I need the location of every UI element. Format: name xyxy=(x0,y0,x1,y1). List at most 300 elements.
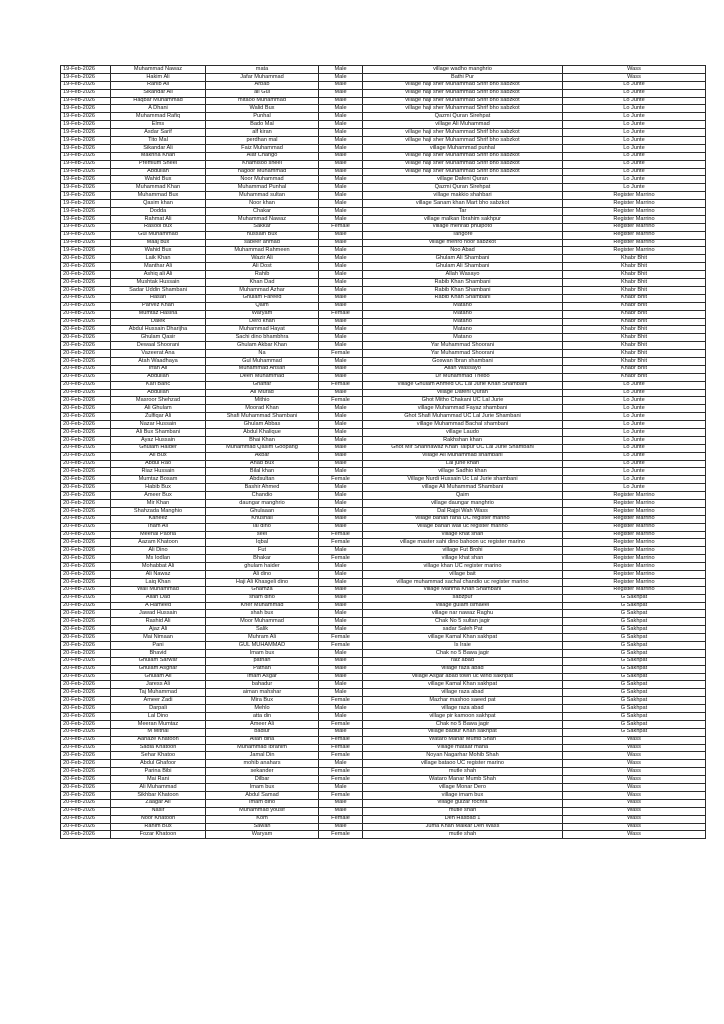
father-name-cell: Chandio xyxy=(206,492,319,500)
district-cell: G Sakhpat xyxy=(563,665,706,673)
name-cell: Jawad Hussain xyxy=(111,610,206,618)
district-cell: Wass xyxy=(563,752,706,760)
address-cell: Matano xyxy=(363,318,563,326)
address-cell: Qazmi Quran Sirehpat xyxy=(363,184,563,192)
name-cell: Sehar Khatoo xyxy=(111,752,206,760)
gender-cell: Male xyxy=(319,452,363,460)
gender-cell: Male xyxy=(319,286,363,294)
table-row xyxy=(61,468,706,476)
father-name-cell: Ali dino xyxy=(206,571,319,579)
father-name-cell: Abdul Samad xyxy=(206,791,319,799)
table-row xyxy=(61,184,706,192)
gender-cell: Male xyxy=(319,760,363,768)
table-row xyxy=(61,342,706,350)
father-name-cell: Muhammad Azhar xyxy=(206,286,319,294)
father-name-cell: Ghulam Akbar Khan xyxy=(206,342,319,350)
table-row xyxy=(61,326,706,334)
address-cell: village Muhammad Bachal shambani xyxy=(363,421,563,429)
gender-cell: Male xyxy=(319,523,363,531)
gender-cell: Female xyxy=(319,752,363,760)
gender-cell: Male xyxy=(319,515,363,523)
table-row xyxy=(61,626,706,634)
address-cell: Village Nurdi Hussain Uc Lal Jurie shambani xyxy=(363,476,563,484)
name-cell: Elms xyxy=(111,121,206,129)
gender-cell: Male xyxy=(319,318,363,326)
date-cell: 20-Feb-2026 xyxy=(61,665,111,673)
table-row xyxy=(61,784,706,792)
date-cell: 20-Feb-2026 xyxy=(61,744,111,752)
address-cell: Matano xyxy=(363,302,563,310)
address-cell: village khat shan xyxy=(363,555,563,563)
gender-cell: Male xyxy=(319,342,363,350)
date-cell: 19-Feb-2026 xyxy=(61,105,111,113)
address-cell: Bathi Pur xyxy=(363,73,563,81)
father-name-cell: Faiz Muhammad xyxy=(206,144,319,152)
address-cell: village Monar Dero xyxy=(363,784,563,792)
father-name-cell: Deen Muhammad xyxy=(206,373,319,381)
table-row xyxy=(61,129,706,137)
father-name-cell: Jamal Din xyxy=(206,752,319,760)
name-cell: Laik Khan xyxy=(111,255,206,263)
father-name-cell: ali Gul xyxy=(206,89,319,97)
district-cell: Lo Junte xyxy=(563,381,706,389)
father-name-cell: Ghaffar xyxy=(206,381,319,389)
name-cell: Meenal Paoria xyxy=(111,531,206,539)
gender-cell: Male xyxy=(319,586,363,594)
father-name-cell: alf kiran xyxy=(206,129,319,137)
table-row xyxy=(61,247,706,255)
date-cell: 20-Feb-2026 xyxy=(61,752,111,760)
father-name-cell: Abdul Khalique xyxy=(206,428,319,436)
father-name-cell: Bilal khan xyxy=(206,468,319,476)
name-cell: Sadar Uddin Shambani xyxy=(111,286,206,294)
district-cell: G Sakhpat xyxy=(563,720,706,728)
date-cell: 19-Feb-2026 xyxy=(61,66,111,74)
date-cell: 20-Feb-2026 xyxy=(61,389,111,397)
name-cell: Mohabbat Ali xyxy=(111,563,206,571)
name-cell: Parvez Khan xyxy=(111,302,206,310)
date-cell: 20-Feb-2026 xyxy=(61,310,111,318)
date-cell: 20-Feb-2026 xyxy=(61,357,111,365)
table-row xyxy=(61,610,706,618)
gender-cell: Male xyxy=(319,168,363,176)
table-row xyxy=(61,713,706,721)
district-cell: Wass xyxy=(563,807,706,815)
date-cell: 20-Feb-2026 xyxy=(61,286,111,294)
date-cell: 20-Feb-2026 xyxy=(61,413,111,421)
district-cell: Lo Junte xyxy=(563,184,706,192)
district-cell: Khabr Bhit xyxy=(563,326,706,334)
gender-cell: Male xyxy=(319,626,363,634)
date-cell: 20-Feb-2026 xyxy=(61,397,111,405)
name-cell: Abdul Hussain Dharijha xyxy=(111,326,206,334)
table-row xyxy=(61,736,706,744)
address-cell: village haji sher Muhammad Shrif bho sabzkot xyxy=(363,89,563,97)
name-cell: Ali Muhammad xyxy=(111,784,206,792)
table-row xyxy=(61,271,706,279)
gender-cell: Male xyxy=(319,357,363,365)
district-cell: G Sakhpat xyxy=(563,649,706,657)
father-name-cell: mata xyxy=(206,66,319,74)
name-cell: Ghulam Ali xyxy=(111,673,206,681)
name-cell: Abdullah xyxy=(111,389,206,397)
district-cell: Register Marrino xyxy=(563,586,706,594)
address-cell: village Ali Muhammad Shambani xyxy=(363,484,563,492)
table-row xyxy=(61,176,706,184)
name-cell: Muhammad Nawaz xyxy=(111,66,206,74)
name-cell: Wahid Bux xyxy=(111,247,206,255)
gender-cell: Male xyxy=(319,444,363,452)
name-cell: Zaagar Ali xyxy=(111,799,206,807)
gender-cell: Male xyxy=(319,657,363,665)
gender-cell: Male xyxy=(319,192,363,200)
district-cell: G Sakhpat xyxy=(563,634,706,642)
father-name-cell: aiman mahshar xyxy=(206,689,319,697)
address-cell: village bait xyxy=(363,571,563,579)
district-cell: Lo Junte xyxy=(563,97,706,105)
address-cell: village Laudo xyxy=(363,428,563,436)
father-name-cell: Imam bux xyxy=(206,784,319,792)
table-row xyxy=(61,397,706,405)
gender-cell: Male xyxy=(319,610,363,618)
date-cell: 20-Feb-2026 xyxy=(61,492,111,500)
father-name-cell: Muhammad yousif xyxy=(206,807,319,815)
district-cell: Lo Junte xyxy=(563,452,706,460)
father-name-cell: bahadur xyxy=(206,681,319,689)
name-cell: Ghulam Qasir xyxy=(111,334,206,342)
date-cell: 20-Feb-2026 xyxy=(61,547,111,555)
father-name-cell: mitaoo Muhammad xyxy=(206,97,319,105)
address-cell: village Muhammad Fayaz shambani xyxy=(363,405,563,413)
address-cell: village gulzar rochra xyxy=(363,799,563,807)
date-cell: 20-Feb-2026 xyxy=(61,594,111,602)
address-cell: village Dafeni Quran xyxy=(363,389,563,397)
address-cell: village Dafeni Quran xyxy=(363,176,563,184)
table-row xyxy=(61,350,706,358)
address-cell: Chak no 5 Bawa jagir xyxy=(363,720,563,728)
address-cell: village Mahma Khan Shambani xyxy=(363,586,563,594)
table-row xyxy=(61,831,706,839)
name-cell: Nazar Hussain xyxy=(111,421,206,429)
father-name-cell: Moorad Khan xyxy=(206,405,319,413)
date-cell: 20-Feb-2026 xyxy=(61,523,111,531)
name-cell: Noor Khatoon xyxy=(111,815,206,823)
table-row xyxy=(61,618,706,626)
address-cell: Chak no 5 Bawa jagir xyxy=(363,649,563,657)
table-row xyxy=(61,223,706,231)
gender-cell: Male xyxy=(319,81,363,89)
address-cell: Goswan Ibran shambani xyxy=(363,357,563,365)
gender-cell: Male xyxy=(319,129,363,137)
district-cell: Khabr Bhit xyxy=(563,318,706,326)
date-cell: 19-Feb-2026 xyxy=(61,176,111,184)
date-cell: 20-Feb-2026 xyxy=(61,673,111,681)
address-cell: Mazhar mashoo saeed pat xyxy=(363,697,563,705)
date-cell: 19-Feb-2026 xyxy=(61,231,111,239)
date-cell: 20-Feb-2026 xyxy=(61,768,111,776)
father-name-cell: Fut xyxy=(206,547,319,555)
district-cell: Wass xyxy=(563,768,706,776)
district-cell: Register Marrino xyxy=(563,231,706,239)
table-row xyxy=(61,523,706,531)
district-cell: Lo Junte xyxy=(563,413,706,421)
father-name-cell: Dero khan xyxy=(206,318,319,326)
address-cell: village raza abad xyxy=(363,689,563,697)
date-cell: 20-Feb-2026 xyxy=(61,626,111,634)
address-cell: village haji sher Muhammad Shrif bho sabzkot xyxy=(363,81,563,89)
gender-cell: Male xyxy=(319,673,363,681)
district-cell: Lo Junte xyxy=(563,105,706,113)
district-cell: Khabr Bhit xyxy=(563,271,706,279)
gender-cell: Male xyxy=(319,784,363,792)
name-cell: Abdul Ghafoor xyxy=(111,760,206,768)
gender-cell: Male xyxy=(319,436,363,444)
table-row xyxy=(61,507,706,515)
table-row xyxy=(61,515,706,523)
district-cell: G Sakhpat xyxy=(563,697,706,705)
name-cell: Makhna Khan xyxy=(111,152,206,160)
table-row xyxy=(61,531,706,539)
date-cell: 20-Feb-2026 xyxy=(61,452,111,460)
name-cell: Meeran Mumtaz xyxy=(111,720,206,728)
gender-cell: Male xyxy=(319,705,363,713)
name-cell: Ali Bux Shambani xyxy=(111,428,206,436)
date-cell: 20-Feb-2026 xyxy=(61,460,111,468)
address-cell: village Sanam khan Mart bho sabzkot xyxy=(363,200,563,208)
table-row xyxy=(61,310,706,318)
father-name-cell: Abdsultan xyxy=(206,476,319,484)
table-row xyxy=(61,823,706,831)
address-cell: Yar Muhammad Shoorani xyxy=(363,350,563,358)
date-cell: 19-Feb-2026 xyxy=(61,239,111,247)
table-row xyxy=(61,657,706,665)
district-cell: Lo Junte xyxy=(563,428,706,436)
date-cell: 20-Feb-2026 xyxy=(61,681,111,689)
name-cell: Pani xyxy=(111,642,206,650)
name-cell: Lal Dino xyxy=(111,713,206,721)
table-row xyxy=(61,89,706,97)
district-cell: Lo Junte xyxy=(563,121,706,129)
table-row xyxy=(61,799,706,807)
name-cell: Taj Muhammad xyxy=(111,689,206,697)
gender-cell: Male xyxy=(319,602,363,610)
name-cell: A Hameed xyxy=(111,602,206,610)
father-name-cell: Ghulam Fareed xyxy=(206,294,319,302)
date-cell: 20-Feb-2026 xyxy=(61,271,111,279)
father-name-cell: Moor Muhammad xyxy=(206,618,319,626)
gender-cell: Female xyxy=(319,736,363,744)
address-cell: Rabib Khan Shambani xyxy=(363,286,563,294)
father-name-cell: Wazir Ali xyxy=(206,255,319,263)
name-cell: Abdullah xyxy=(111,168,206,176)
father-name-cell: Sachi dino bhambhra xyxy=(206,334,319,342)
district-cell: G Sakhpat xyxy=(563,594,706,602)
date-cell: 20-Feb-2026 xyxy=(61,444,111,452)
address-cell: Ghot Mir Shahnawaz Khan Talpur UC Lal Jurie Shambani xyxy=(363,444,563,452)
father-name-cell: Khushali xyxy=(206,515,319,523)
name-cell: Mir Khan xyxy=(111,499,206,507)
gender-cell: Male xyxy=(319,594,363,602)
district-cell: G Sakhpat xyxy=(563,705,706,713)
address-cell: Rakhshan khan xyxy=(363,436,563,444)
father-name-cell: Arbab xyxy=(206,81,319,89)
date-cell: 20-Feb-2026 xyxy=(61,760,111,768)
table-row xyxy=(61,231,706,239)
date-cell: 19-Feb-2026 xyxy=(61,113,111,121)
table-row xyxy=(61,476,706,484)
date-cell: 20-Feb-2026 xyxy=(61,649,111,657)
address-cell: village raza abad xyxy=(363,705,563,713)
father-name-cell: Mithio xyxy=(206,397,319,405)
gender-cell: Male xyxy=(319,121,363,129)
father-name-cell: hagoor Muhammad xyxy=(206,168,319,176)
address-cell: sadar Saleh Pat xyxy=(363,626,563,634)
address-cell: village Ghulam Ahmed UC Lal Jurie Khan Shambani xyxy=(363,381,563,389)
date-cell: 20-Feb-2026 xyxy=(61,263,111,271)
date-cell: 20-Feb-2026 xyxy=(61,515,111,523)
district-cell: Wass xyxy=(563,744,706,752)
name-cell: Hakim Ali xyxy=(111,73,206,81)
father-name-cell: Mira Bux xyxy=(206,697,319,705)
district-cell: Register Marrino xyxy=(563,492,706,500)
name-cell: Rahmat Ali xyxy=(111,215,206,223)
address-cell: village Ali Muhammad shambani xyxy=(363,452,563,460)
address-cell: mutle shah xyxy=(363,768,563,776)
name-cell: Wahid Bux xyxy=(111,176,206,184)
table-row xyxy=(61,152,706,160)
district-cell: Register Marrino xyxy=(563,239,706,247)
date-cell: 20-Feb-2026 xyxy=(61,342,111,350)
table-row xyxy=(61,752,706,760)
father-name-cell: Walid Bux xyxy=(206,105,319,113)
district-cell: Register Marrino xyxy=(563,523,706,531)
father-name-cell: Bashir Ahmed xyxy=(206,484,319,492)
name-cell: Nasir xyxy=(111,807,206,815)
district-cell: Lo Junte xyxy=(563,160,706,168)
district-cell: Register Marrino xyxy=(563,507,706,515)
table-row xyxy=(61,673,706,681)
father-name-cell: atta din xyxy=(206,713,319,721)
father-name-cell: Kher Muhammad xyxy=(206,602,319,610)
address-cell: sabzpur xyxy=(363,594,563,602)
date-cell: 20-Feb-2026 xyxy=(61,634,111,642)
table-row xyxy=(61,373,706,381)
father-name-cell: Khamisoo sheel xyxy=(206,160,319,168)
address-cell: village bataoo UC register marino xyxy=(363,760,563,768)
name-cell: Premium Sheel xyxy=(111,160,206,168)
address-cell: Wataro Manar Mumb Shah xyxy=(363,776,563,784)
father-name-cell: Waryam xyxy=(206,831,319,839)
name-cell: Ghulam Haider xyxy=(111,444,206,452)
gender-cell: Male xyxy=(319,231,363,239)
gender-cell: Female xyxy=(319,381,363,389)
district-cell: Lo Junte xyxy=(563,144,706,152)
district-cell: Register Marrino xyxy=(563,555,706,563)
father-name-cell: Mehlo xyxy=(206,705,319,713)
name-cell: Mumtaz Bosam xyxy=(111,476,206,484)
date-cell: 20-Feb-2026 xyxy=(61,807,111,815)
gender-cell: Male xyxy=(319,689,363,697)
table-row xyxy=(61,436,706,444)
father-name-cell: Kom xyxy=(206,815,319,823)
name-cell: Rasool bux xyxy=(111,223,206,231)
gender-cell: Male xyxy=(319,326,363,334)
father-name-cell: Punhal xyxy=(206,113,319,121)
father-name-cell: Noor khan xyxy=(206,200,319,208)
table-row xyxy=(61,239,706,247)
date-cell: 19-Feb-2026 xyxy=(61,97,111,105)
district-cell: Khabr Bhit xyxy=(563,373,706,381)
date-cell: 20-Feb-2026 xyxy=(61,799,111,807)
table-row xyxy=(61,539,706,547)
gender-cell: Male xyxy=(319,294,363,302)
address-cell: village khat shan xyxy=(363,531,563,539)
address-cell: village haji sher Muhammad Shrif bho sabzkot xyxy=(363,168,563,176)
district-cell: Khabr Bhit xyxy=(563,365,706,373)
table-row xyxy=(61,547,706,555)
gender-cell: Male xyxy=(319,823,363,831)
date-cell: 19-Feb-2026 xyxy=(61,208,111,216)
district-cell: Lo Junte xyxy=(563,405,706,413)
date-cell: 19-Feb-2026 xyxy=(61,144,111,152)
date-cell: 20-Feb-2026 xyxy=(61,791,111,799)
date-cell: 20-Feb-2026 xyxy=(61,302,111,310)
district-cell: Register Marrino xyxy=(563,499,706,507)
name-cell: Vazeerat Ana xyxy=(111,350,206,358)
gender-cell: Male xyxy=(319,271,363,279)
gender-cell: Female xyxy=(319,539,363,547)
district-cell: Lo Junte xyxy=(563,152,706,160)
father-name-cell: daungar manghrio xyxy=(206,499,319,507)
table-row xyxy=(61,421,706,429)
table-row xyxy=(61,665,706,673)
date-cell: 20-Feb-2026 xyxy=(61,428,111,436)
records-table xyxy=(60,65,706,839)
address-cell: village malkan Ibrahim sakhpur xyxy=(363,215,563,223)
name-cell: Maaj bux xyxy=(111,239,206,247)
address-cell: village bahan rana UC register marino xyxy=(363,515,563,523)
father-name-cell: Muhammad Hayat xyxy=(206,326,319,334)
father-name-cell: Imam Asgar xyxy=(206,673,319,681)
gender-cell: Male xyxy=(319,66,363,74)
address-cell: village haji sher Muhammad Shrif bho sabzkot xyxy=(363,129,563,137)
gender-cell: Male xyxy=(319,413,363,421)
father-name-cell: Khan Dad xyxy=(206,279,319,287)
gender-cell: Female xyxy=(319,397,363,405)
name-cell: Fozar Khatoon xyxy=(111,831,206,839)
gender-cell: Male xyxy=(319,484,363,492)
table-row xyxy=(61,815,706,823)
name-cell: Ghulam Sarwar xyxy=(111,657,206,665)
father-name-cell: Muhammad Ibrahim xyxy=(206,744,319,752)
district-cell: Khabr Bhit xyxy=(563,294,706,302)
date-cell: 19-Feb-2026 xyxy=(61,168,111,176)
date-cell: 20-Feb-2026 xyxy=(61,618,111,626)
name-cell: Sadia Khatoon xyxy=(111,744,206,752)
father-name-cell: Ghulaaan xyxy=(206,507,319,515)
name-cell: Allah Dad xyxy=(111,594,206,602)
district-cell: G Sakhpat xyxy=(563,602,706,610)
name-cell: Ajaz Ali xyxy=(111,626,206,634)
address-cell: village muhammad sachal chandio uc register marino xyxy=(363,578,563,586)
name-cell: Jaress Ali xyxy=(111,681,206,689)
father-name-cell: Shafi Muhammad Shambani xyxy=(206,413,319,421)
table-row xyxy=(61,168,706,176)
district-cell: Wass xyxy=(563,66,706,74)
address-cell: Matano xyxy=(363,326,563,334)
father-name-cell: Muhammad Punhal xyxy=(206,184,319,192)
gender-cell: Male xyxy=(319,152,363,160)
